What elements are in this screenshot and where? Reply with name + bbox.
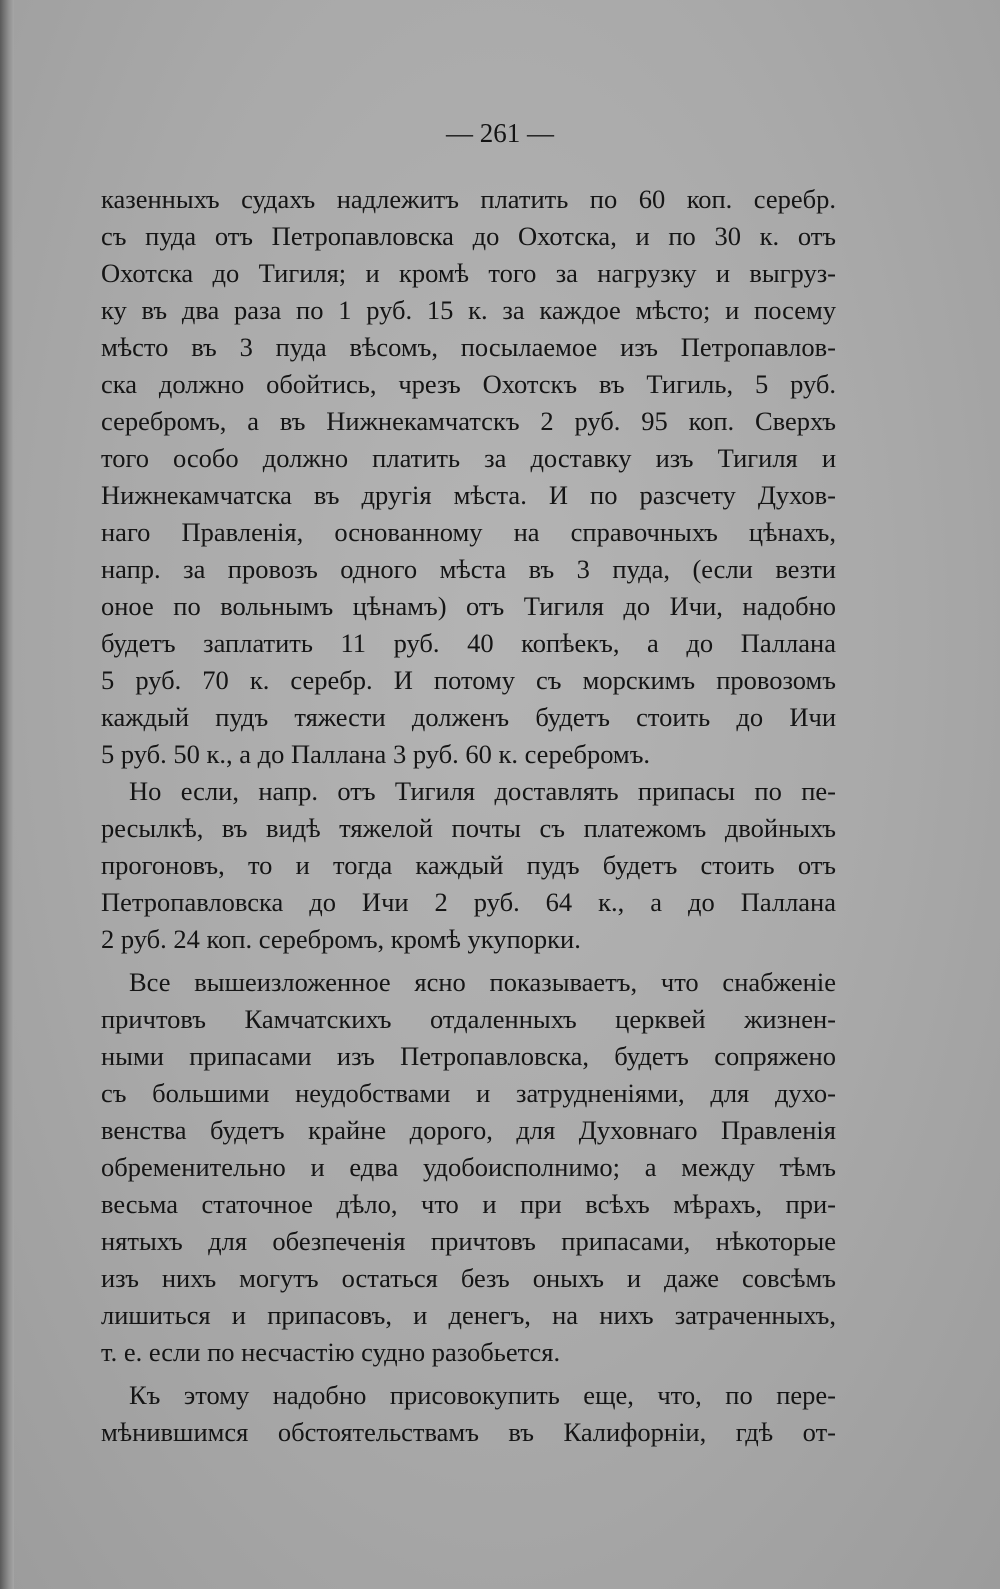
text-line: весьма статочное дѣло, что и при всѣхъ мѣрахъ, при- [101,1189,836,1219]
text-line: нятыхъ для обезпеченія причтовъ припасами, нѣкоторые [101,1226,836,1256]
text-line: ска должно обойтись, чрезъ Охотскъ въ Тигиль, 5 руб. [101,369,836,399]
body-text [101,181,836,1451]
binding-edge [0,0,14,1589]
text-line: казенныхъ судахъ надлежитъ платить по 60 коп. серебр. [101,184,836,214]
text-line: Петропавловска до Ичи 2 руб. 64 к., а до Паллана [101,887,836,917]
text-line: Къ этому надобно присовокупить еще, что, по пере- [129,1380,836,1410]
text-line: наго Правленія, основанному на справочныхъ цѣнахъ, [101,517,836,547]
text-line: 5 руб. 70 к. серебр. И потому съ морскимъ провозомъ [101,665,836,695]
paragraph-1 [101,181,836,773]
text-line: напр. за провозъ одного мѣста въ 3 пуда, (если везти [101,554,836,584]
text-line: 5 руб. 50 к., а до Паллана 3 руб. 60 к. серебромъ. [101,739,651,769]
text-line: Но если, напр. отъ Тигиля доставлять припасы по пе- [129,776,836,806]
text-line: каждый пудъ тяжести долженъ будетъ стоить до Ичи [101,702,836,732]
text-line: Все вышеизложенное ясно показываетъ, что снабженіе [129,967,836,997]
page-number: — 261 — [446,118,554,148]
text-line: того особо должно платить за доставку изъ Тигиля и [101,443,836,473]
text-line: венства будетъ крайне дорого, для Духовнаго Правленія [101,1115,836,1145]
paragraph-3 [101,964,836,1371]
text-line: мѣсто въ 3 пуда вѣсомъ, посылаемое изъ Петропавлов- [101,332,836,362]
text-line: лишиться и припасовъ, и денегъ, на нихъ затраченныхъ, [101,1300,836,1330]
text-line: съ большими неудобствами и затрудненіями, для духо- [101,1078,836,1108]
text-line: обременительно и едва удобоисполнимо; а между тѣмъ [101,1152,836,1182]
text-line: серебромъ, а въ Нижнекамчатскъ 2 руб. 95 коп. Сверхъ [101,406,836,436]
paragraph-2 [101,773,836,958]
text-line: съ пуда отъ Петропавловска до Охотска, и по 30 к. отъ [101,221,836,251]
text-line: оное по вольнымъ цѣнамъ) отъ Тигиля до Ичи, надобно [101,591,836,621]
text-line: ресылкѣ, въ видѣ тяжелой почты съ платежомъ двойныхъ [101,813,836,843]
text-line: будетъ заплатить 11 руб. 40 копѣекъ, а до Паллана [101,628,836,658]
text-line: ку въ два раза по 1 руб. 15 к. за каждое мѣсто; и посему [101,295,836,325]
text-line: т. е. если по несчастію судно разобьется. [101,1337,561,1367]
text-line: Охотска до Тигиля; и кромѣ того за нагрузку и выгруз- [101,258,836,288]
text-line: Нижнекамчатска въ другія мѣста. И по разсчету Духов- [101,480,836,510]
text-line: ными припасами изъ Петропавловска, будетъ сопряжено [101,1041,836,1071]
text-line: 2 руб. 24 коп. серебромъ, кромѣ укупорки. [101,924,581,954]
text-line: причтовъ Камчатскихъ отдаленныхъ церквей жизнен- [101,1004,836,1034]
text-line: прогоновъ, то и тогда каждый пудъ будетъ стоить отъ [101,850,836,880]
text-line: изъ нихъ могутъ остаться безъ оныхъ и даже совсѣмъ [101,1263,836,1293]
paragraph-4 [101,1377,836,1451]
text-line: мѣнившимся обстоятельствамъ въ Калифорніи, гдѣ от- [101,1417,836,1447]
